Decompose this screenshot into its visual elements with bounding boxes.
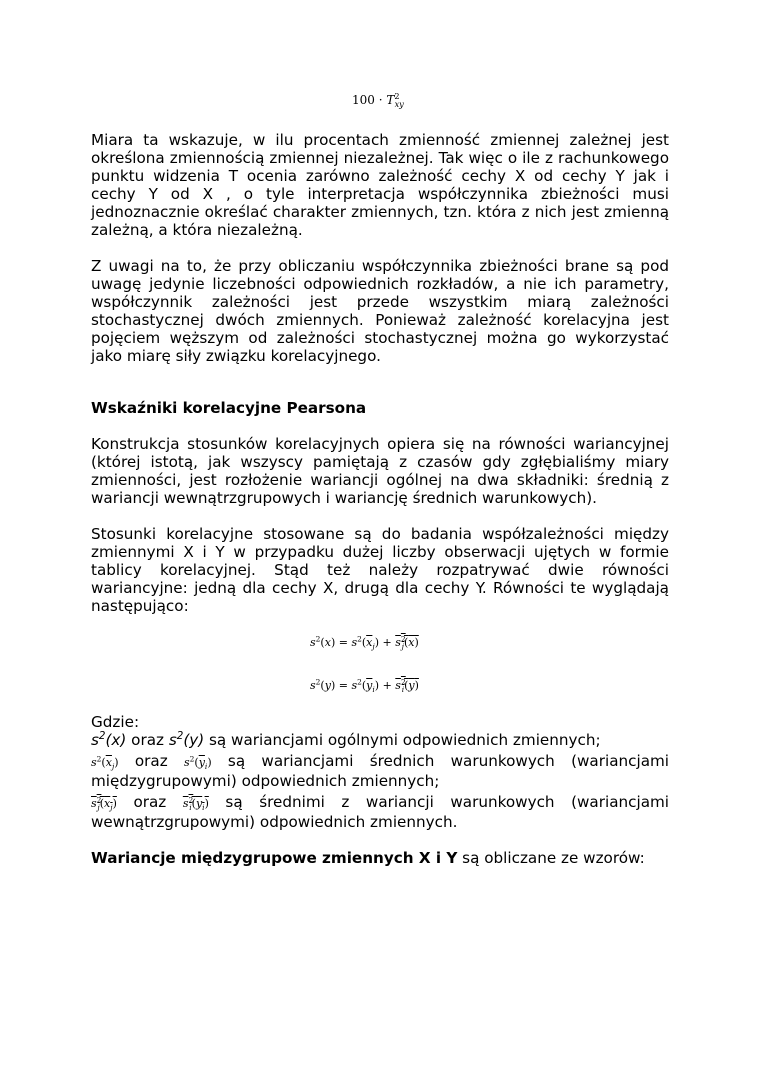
paragraph-miara: Miara ta wskazuje, w ilu procentach zmienność zmiennej zależnej jest określona zmiennością zmiennej niezależnej. Tak więc o ile z rachunkowego punktu widzenia T ocenia zarówno zależność cechy X od cechy Y jak i cechy Y od X , o tyle interpretacja współczynnika zbieżności musi jednoznacznie określać charakter zmiennych, tzn. która z nich jest zmienną zależną, a która niezależną.	[91, 131, 669, 239]
paragraph-stosunki: Stosunki korelacyjne stosowane są do badania współzależności między zmiennymi X i Y w przypadku dużej liczby obserwacji ujętych w formie tablicy korelacyjnej. Stąd też należy rozpatrywać dwie równości wariancyjne: jedną dla cechy X, drugą dla cechy Y. Równości te wyglądają następująco:	[91, 525, 669, 615]
paragraph-konstrukcja: Konstrukcja stosunków korelacyjnych opiera się na równości wariancyjnej (której istotą, jak wszyscy pamiętają z czasów gdy zgłębialiśmy miary zmienności, jest rozłożenie wariancji ogólnej na dwa składniki: średnią z wariancji wewnątrzgrupowych i wariancję średnich warunkowych).	[91, 435, 669, 507]
definition-between-group-line2: międzygrupowymi) odpowiednich zmiennych;	[91, 772, 440, 790]
final-sentence	[91, 849, 669, 867]
final-rest: są obliczane ze wzorów:	[457, 849, 645, 867]
gdzie-label: Gdzie:	[91, 713, 140, 731]
definition-within-group-line1: $s^2_j(x_j)$ oraz $s^2_i(y_i)$ są średnimi z wariancji warunkowych (wariancjami	[91, 793, 670, 813]
definition-general-variances: $s^2(x)$ oraz $s^2(y)$ są wariancjami ogólnymi odpowiednich zmiennych;	[91, 729, 601, 749]
definition-within-group-line2: wewnątrzgrupowymi) odpowiednich zmiennych.	[91, 813, 458, 831]
equation-variance-y: $s^2(y) = s^2(\overline{y}_i) + s^2_i(y)$	[310, 677, 419, 695]
paragraph-z-uwagi: Z uwagi na to, że przy obliczaniu współczynnika zbieżności brane są pod uwagę jedynie liczebności odpowiednich rozkładów, a nie ich parametry, współczynnik zależności jest przede wszystkim miarą zależności stochastycznej dwóch zmiennych. Ponieważ zależność korelacyjna jest pojęciem węższym od zależności stochastycznej można go wykorzystać jako miarę siły związku korelacyjnego.	[91, 257, 669, 365]
equation-variance-x: $s^2(x) = s^2(\overline{x}_j) + s^2_j(x)$	[310, 634, 419, 652]
section-heading: Wskaźniki korelacyjne Pearsona	[91, 399, 367, 417]
definition-between-group-line1: $s^2(\overline{x}_j)$ oraz $s^2(\overline{y}_i)$ są wariancjami średnich warunkowych (wariancjami	[91, 752, 670, 772]
final-bold: Wariancje międzygrupowe zmiennych X i Y	[91, 849, 458, 867]
formula-100-txy: $100 \cdot T^2_{xy}$	[352, 91, 404, 110]
